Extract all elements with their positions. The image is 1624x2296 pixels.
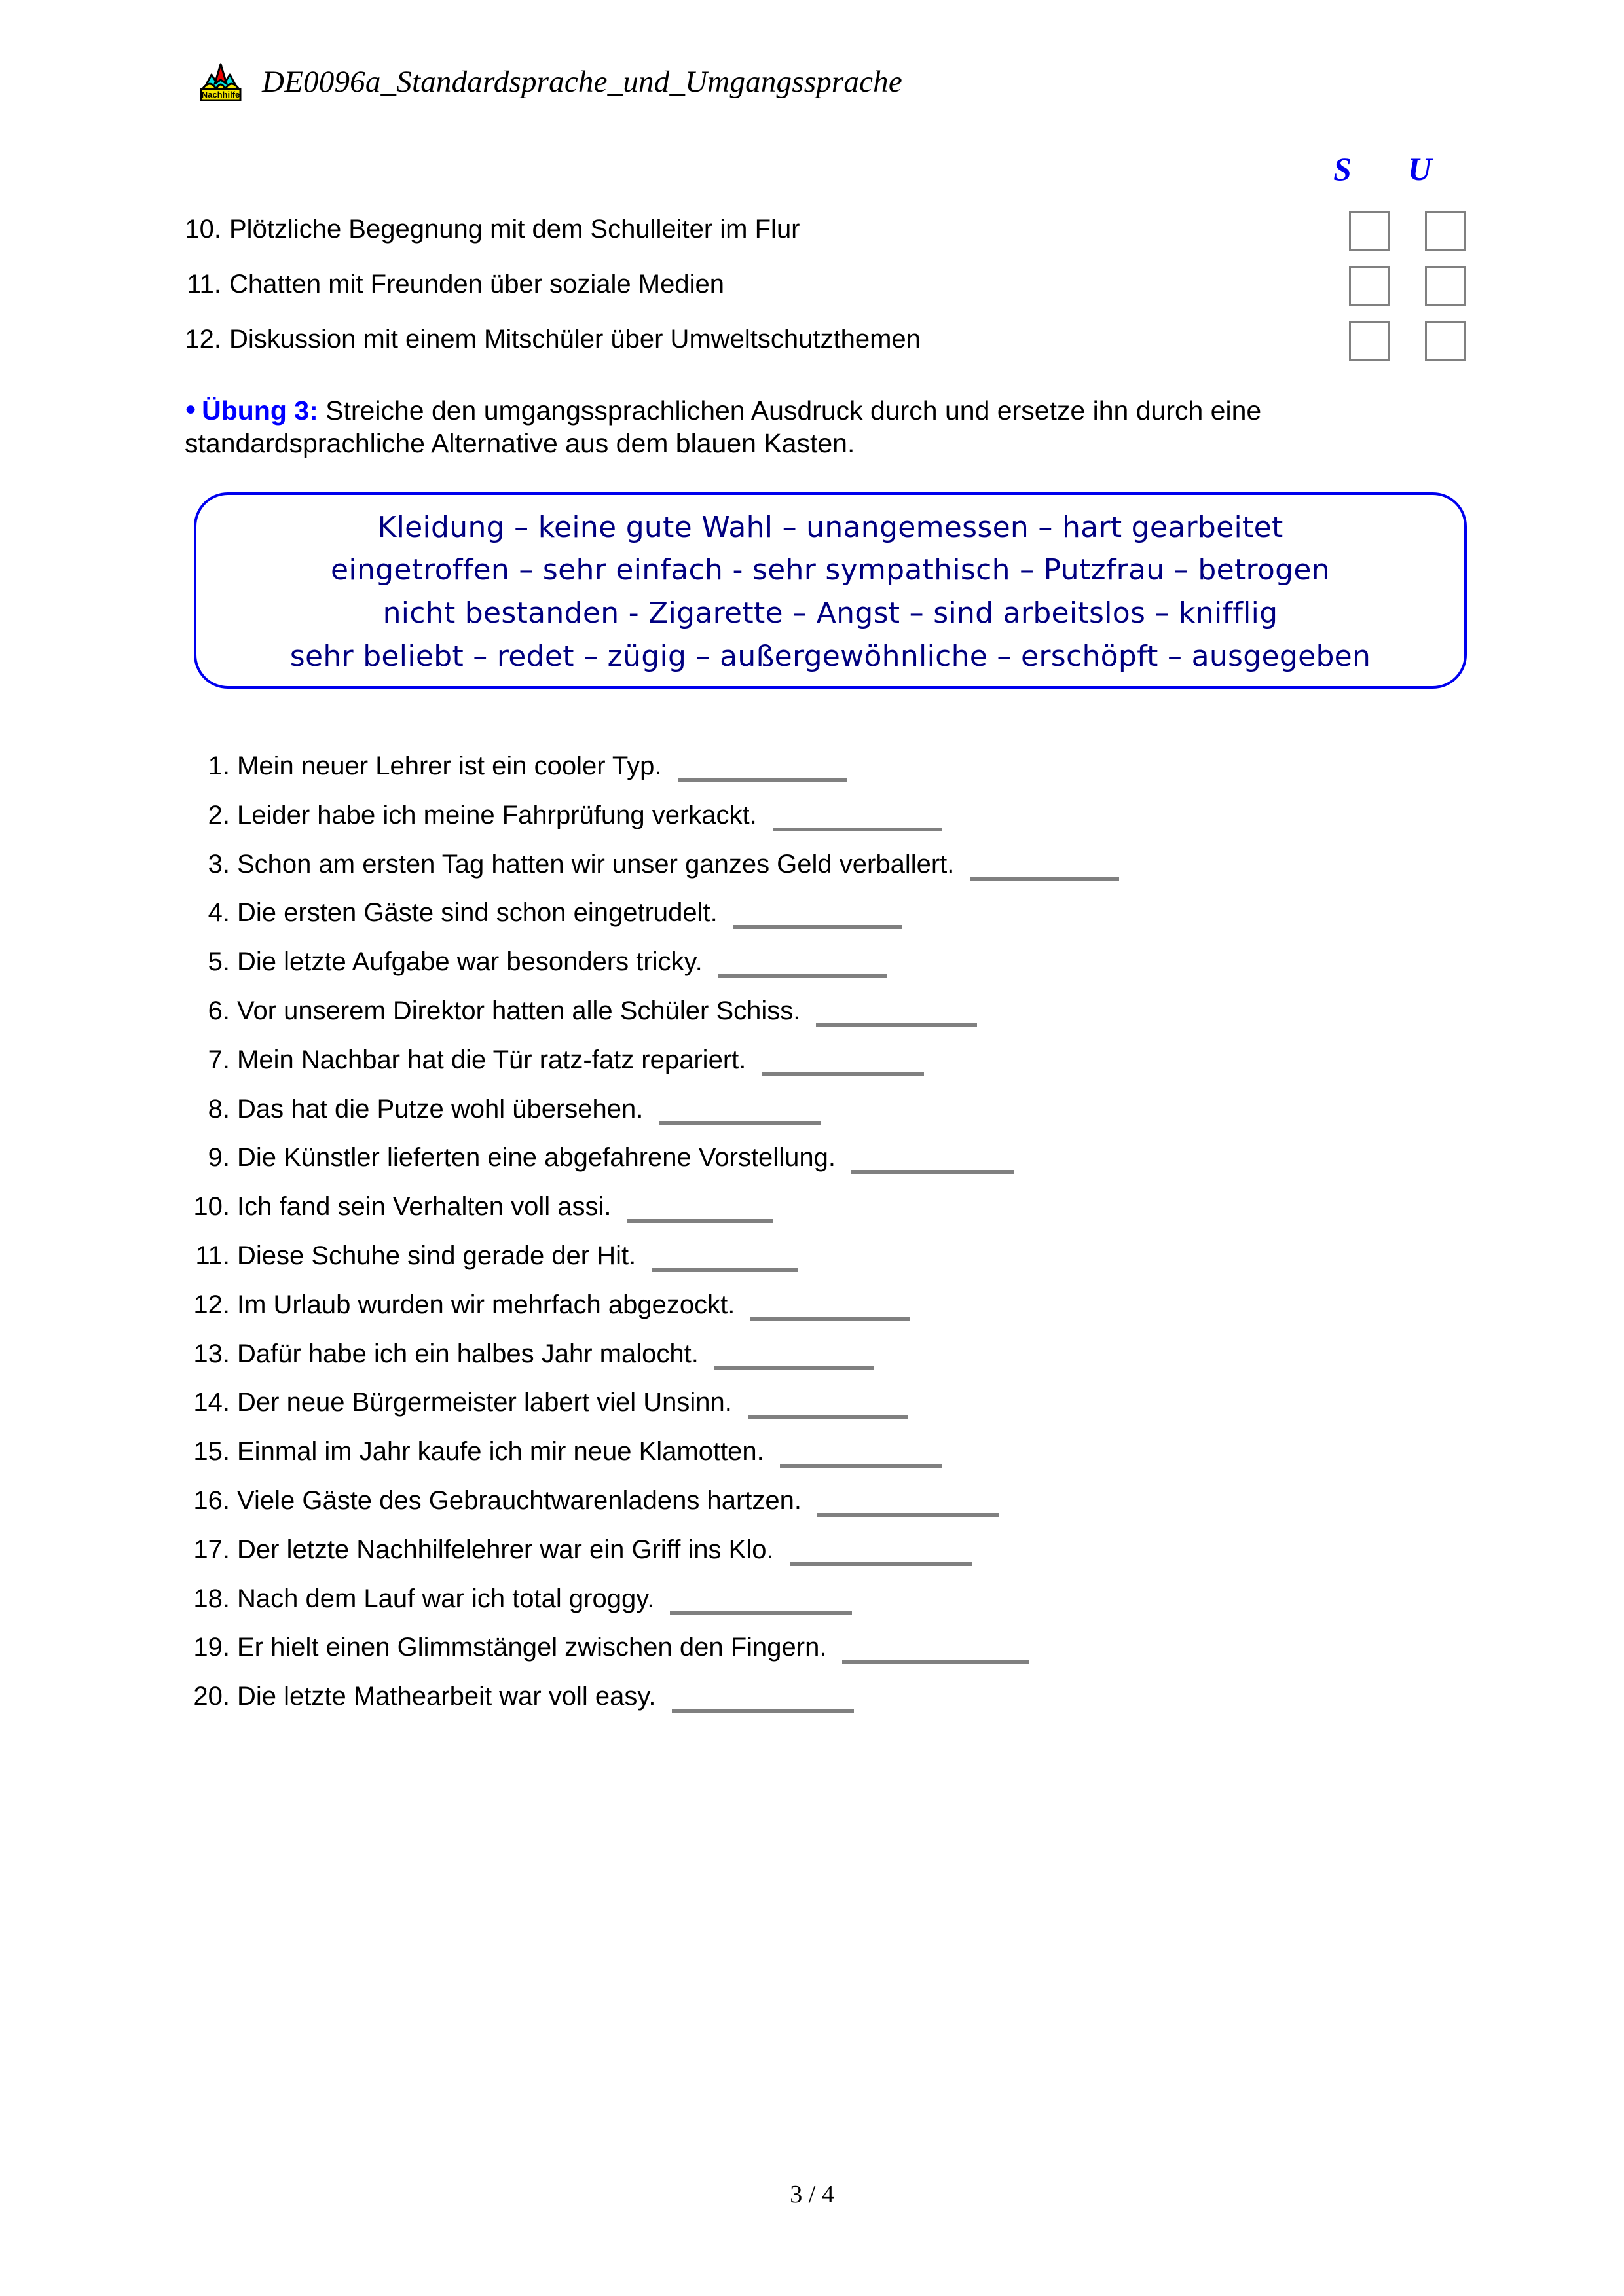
word-bank-line: eingetroffen – sehr einfach - sehr sympathisch – Putzfrau – betrogen [331,553,1330,587]
su-column-headers [1321,153,1466,185]
sentence-row [181,801,1484,850]
sentence-text: Er hielt einen Glimmstängel zwischen den Fingern. [237,1633,827,1662]
nachhilfe-logo-icon [196,60,245,103]
answer-line[interactable] [816,1023,977,1027]
answer-line[interactable] [652,1268,798,1272]
checklist-item-number: 11. [187,270,221,299]
sentence-text: Die Künstler lieferten eine abgefahrene Vorstellung. [237,1143,836,1173]
page-number: 3 / 4 [790,2181,834,2208]
exercise-instruction [185,394,1488,460]
checklist-item-text: Diskussion mit einem Mitschüler über Umweltschutzthemen [229,325,921,354]
answer-line[interactable] [670,1611,852,1615]
sentence-row [181,850,1484,899]
sentence-number: 16. [193,1485,230,1515]
checkbox-u[interactable] [1425,266,1466,306]
sentence-text: Ich fand sein Verhalten voll assi. [237,1192,612,1222]
sentence-number: 4. [208,898,230,928]
sentence-number: 6. [208,996,230,1025]
sentence-text: Schon am ersten Tag hatten wir unser ganzes Geld verballert. [237,849,955,879]
exercise-label: Übung 3: [202,395,318,426]
sentence-number: 15. [193,1437,230,1467]
sentence-number: 7. [208,1045,230,1074]
sentence-text: Das hat die Putze wohl übersehen. [237,1094,644,1123]
answer-line[interactable] [790,1562,972,1566]
svg-text:Nachhilfe: Nachhilfe [201,90,240,100]
word-bank-line: sehr beliebt – redet – zügig – außergewöhnliche – erschöpft – ausgegeben [289,639,1371,673]
checklist-item-text: Plötzliche Begegnung mit dem Schulleiter im Flur [229,215,800,244]
answer-line[interactable] [842,1660,1029,1664]
sentence-number: 17. [193,1535,230,1564]
checklist [181,211,1466,376]
sentence-text: Viele Gäste des Gebrauchtwarenladens hartzen. [237,1485,802,1515]
sentence-row [181,1192,1484,1241]
sentence-number: 12. [193,1290,230,1319]
sentence-text: Die letzte Aufgabe war besonders tricky. [237,947,703,977]
sentence-number: 13. [193,1339,230,1368]
sentence-number: 18. [193,1584,230,1613]
sentence-text: Vor unserem Direktor hatten alle Schüler Schiss. [237,996,801,1025]
answer-line[interactable] [817,1513,999,1517]
answer-line[interactable] [748,1415,908,1419]
answer-line[interactable] [678,778,847,782]
sentence-text: Der neue Bürgermeister labert viel Unsinn. [237,1388,732,1417]
answer-line[interactable] [627,1219,773,1223]
checkbox-s[interactable] [1349,266,1390,306]
answer-line[interactable] [672,1709,854,1713]
sentence-row [181,1486,1484,1535]
column-header-s: S [1333,151,1352,187]
answer-line[interactable] [718,974,887,978]
answer-line[interactable] [970,877,1119,881]
checkbox-group [1349,266,1466,306]
sentence-text: Die letzte Mathearbeit war voll easy. [237,1682,656,1711]
sentence-text: Mein Nachbar hat die Tür ratz-fatz repariert. [237,1045,747,1074]
word-bank-line: Kleidung – keine gute Wahl – unangemessen – hart gearbeitet [377,510,1283,544]
checklist-row [181,211,1466,266]
sentence-row [181,752,1484,801]
answer-line[interactable] [659,1121,821,1125]
checkbox-s[interactable] [1349,211,1390,251]
sentence-number: 20. [193,1682,230,1711]
checklist-item-number: 12. [185,325,221,354]
column-header-u: U [1407,151,1432,187]
sentence-number: 11. [195,1241,230,1270]
sentence-list [181,752,1484,1731]
answer-line[interactable] [733,925,902,929]
sentence-text: Mein neuer Lehrer ist ein cooler Typ. [237,752,662,780]
sentence-text: Im Urlaub wurden wir mehrfach abgezockt. [237,1290,735,1319]
document-title: DE0096a_Standardsprache_und_Umgangssprache [262,65,902,99]
sentence-text: Dafür habe ich ein halbes Jahr malocht. [237,1339,699,1368]
sentence-text: Einmal im Jahr kaufe ich mir neue Klamotten. [237,1437,764,1467]
checklist-item-number: 10. [185,215,221,244]
sentence-text: Nach dem Lauf war ich total groggy. [237,1584,655,1613]
checklist-row [181,321,1466,376]
sentence-row [181,1095,1484,1144]
sentence-row [181,1584,1484,1633]
checklist-row [181,266,1466,321]
sentence-number: 9. [208,1143,230,1173]
sentence-row [181,1241,1484,1290]
sentence-row [181,1046,1484,1095]
sentence-row [181,1143,1484,1192]
exercise-instruction-text: Streiche den umgangssprachlichen Ausdruck durch und ersetze ihn durch eine standardsprachliche Alternative aus dem blauen Kasten. [185,395,1262,459]
checklist-item-text: Chatten mit Freunden über soziale Medien [229,270,724,299]
sentence-row [181,1682,1484,1731]
answer-line[interactable] [773,828,942,831]
sentence-text: Die ersten Gäste sind schon eingetrudelt. [237,898,718,928]
sentence-row [181,1437,1484,1486]
checkbox-group [1349,321,1466,361]
sentence-row [181,1633,1484,1682]
sentence-number: 3. [208,849,230,879]
sentence-text: Leider habe ich meine Fahrprüfung verkackt. [237,800,757,829]
answer-line[interactable] [780,1464,942,1468]
answer-line[interactable] [851,1170,1014,1174]
checkbox-s[interactable] [1349,321,1390,361]
answer-line[interactable] [714,1366,874,1370]
checkbox-u[interactable] [1425,211,1466,251]
checkbox-group [1349,211,1466,251]
sentence-row [181,1388,1484,1437]
word-bank-box [194,492,1467,689]
sentence-row [181,1290,1484,1339]
sentence-number: 19. [193,1633,230,1662]
sentence-row [181,996,1484,1046]
answer-line[interactable] [750,1317,910,1321]
word-bank-line: nicht bestanden - Zigarette – Angst – sind arbeitslos – knifflig [382,596,1278,630]
sentence-row [181,898,1484,947]
sentence-number: 5. [208,947,230,977]
answer-line[interactable] [762,1072,924,1076]
sentence-text: Diese Schuhe sind gerade der Hit. [237,1241,637,1270]
sentence-text: Der letzte Nachhilfelehrer war ein Griff ins Klo. [237,1535,774,1564]
checkbox-u[interactable] [1425,321,1466,361]
sentence-number: 8. [208,1094,230,1123]
page-header [196,60,902,103]
sentence-row [181,947,1484,996]
sentence-row [181,1339,1484,1389]
sentence-row [181,1535,1484,1584]
sentence-number: 10. [193,1192,230,1222]
sentence-number: 1. [208,752,230,780]
sentence-number: 14. [193,1388,230,1417]
sentence-number: 2. [208,800,230,829]
bullet-icon: ● [185,398,197,420]
